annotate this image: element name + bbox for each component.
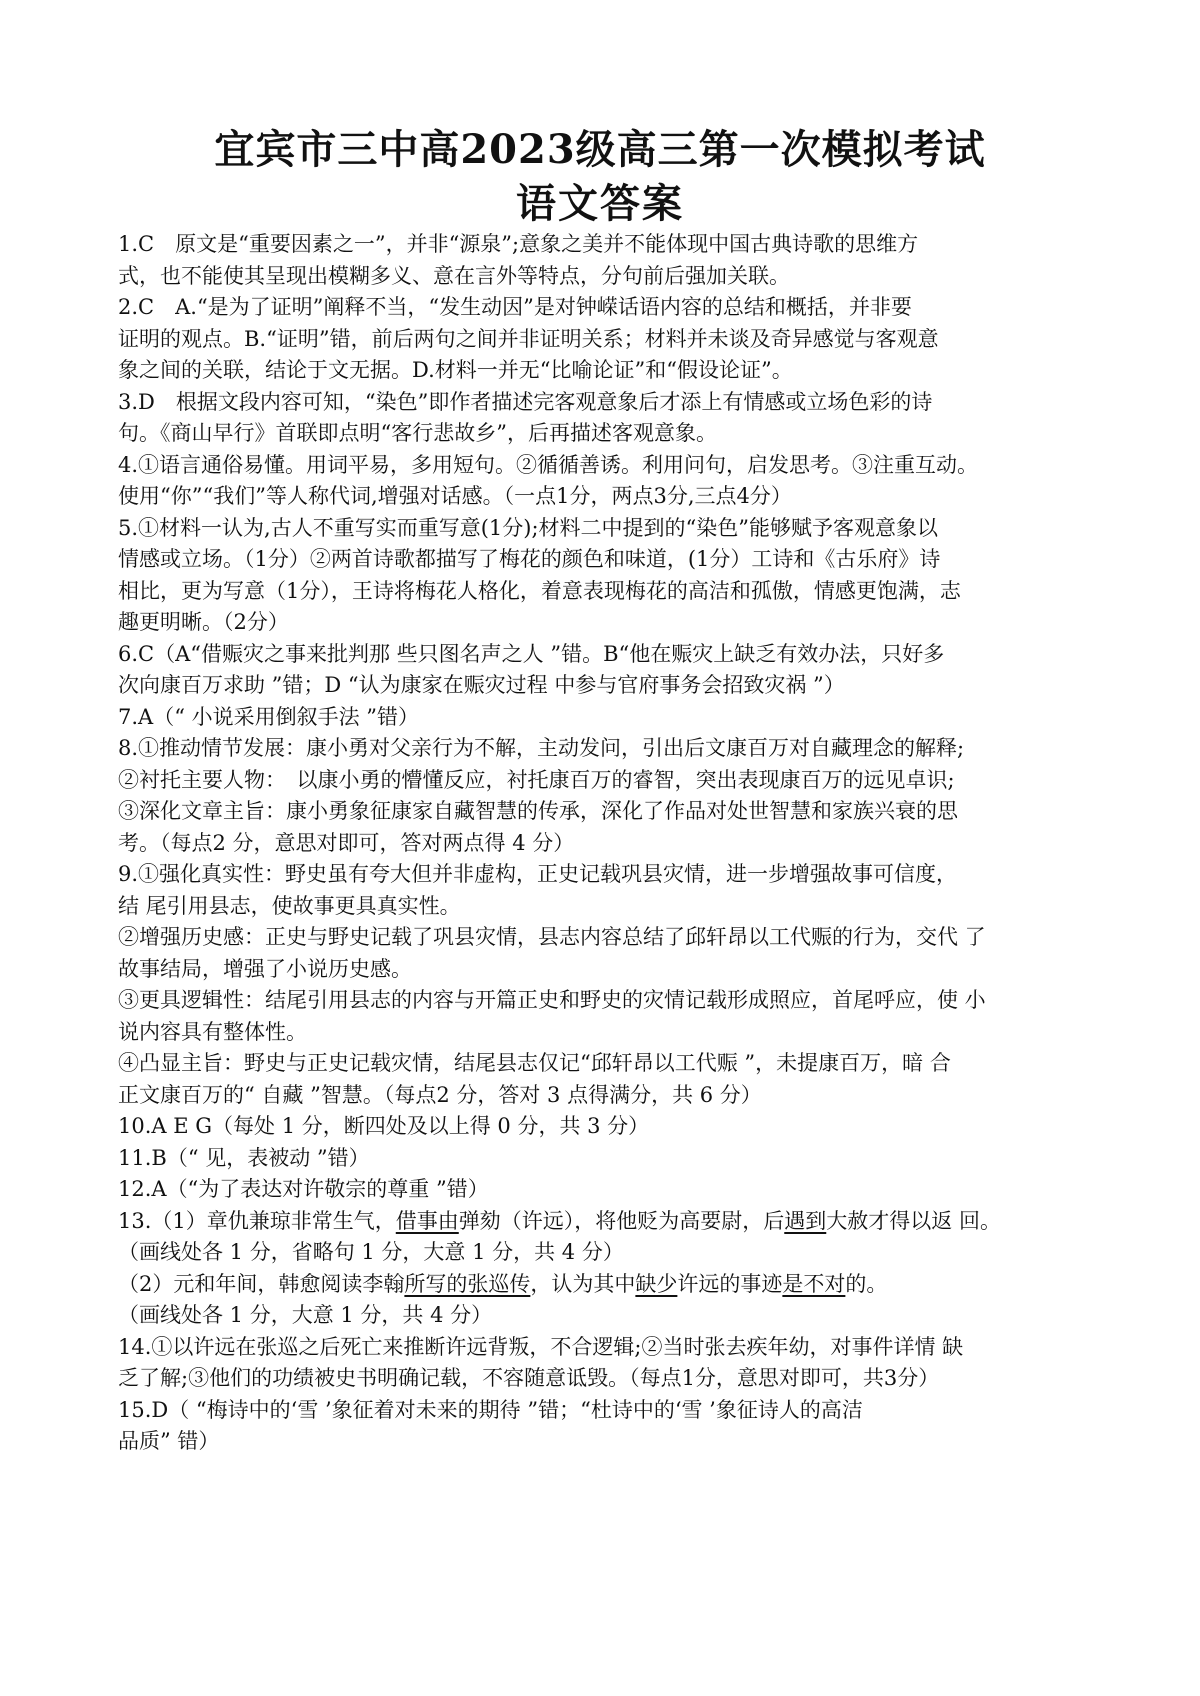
answer-line: 12.A（“为了表达对许敬宗的尊重 ”错） <box>118 1177 489 1201</box>
q13-line-4: （画线处各 1 分，大意 1 分，共 4 分） <box>118 1303 493 1327</box>
document-title: 宜宾市三中高2023级高三第一次模拟考试 <box>214 126 986 173</box>
answer-line: 品质” 错） <box>118 1429 220 1453</box>
q13-line-3 <box>118 1269 1090 1301</box>
answer-line: 11.B（“ 见，表被动 ”错） <box>118 1145 370 1170</box>
answer-line: 3.D 根据文段内容可知，“染色”即作者描述完客观意象后才添上有情感或立场色彩的诗 <box>118 389 933 414</box>
q13-text: 许远的事迹 <box>677 1271 783 1296</box>
q13-text: 弹劾（许远），将他贬为高要尉，后 <box>458 1208 785 1233</box>
answer-line: 情感或立场。（1分）②两首诗歌都描写了梅花的颜色和味道，(1分）工诗和《古乐府》诗 <box>118 547 941 571</box>
q13-underlined: 所写的张巡传 <box>404 1271 531 1296</box>
q13-underlined: 遇到 <box>784 1208 827 1233</box>
answer-line: 8.①推动情节发展：康小勇对父亲行为不解，主动发问，引出后文康百万对自藏理念的解释; <box>118 736 965 760</box>
q13-underlined: 是不对 <box>782 1271 846 1296</box>
answer-line: 象之间的关联，结论于文无据。D.材料一并无“比喻论证”和“假设论证”。 <box>118 358 793 382</box>
answer-line: 15.D（ “梅诗中的‘雪 ’象征着对未来的期待 ”错；“杜诗中的‘雪 ’象征诗人的高洁 <box>118 1397 863 1422</box>
answer-line: 10.A E G（每处 1 分，断四处及以上得 0 分，共 3 分） <box>118 1114 650 1138</box>
q13-text: ，认为其中 <box>530 1271 636 1296</box>
answer-line: 趣更明晰。（2分） <box>118 610 289 634</box>
answer-line: 相比，更为写意（1分），王诗将梅花人格化，着意表现梅花的高洁和孤傲，情感更饱满，志 <box>118 578 961 603</box>
answer-line: 说内容具有整体性。 <box>118 1019 307 1044</box>
answer-line: 使用“你”“我们”等人称代词,增强对话感。（一点1分，两点3分,三点4分） <box>118 484 792 508</box>
q13-line-1 <box>118 1206 1090 1238</box>
answer-line: 7.A（“ 小说采用倒叙手法 ”错） <box>118 704 420 729</box>
answer-line: 结 尾引用县志，使故事更具真实性。 <box>118 893 461 918</box>
q13-text: 13.（1）章仇兼琼非常生气， <box>118 1208 396 1233</box>
answer-line: 6.C（A“借赈灾之事来批判那 些只图名声之人 ”错。B“他在赈灾上缺乏有效办法，只好多 <box>118 641 945 666</box>
answer-line: ②衬托主要人物： 以康小勇的懵懂反应，衬托康百万的睿智，突出表现康百万的远见卓识; <box>118 767 955 792</box>
answer-line: 正文康百万的“ 自藏 ”智慧。（每点2 分，答对 3 点得满分，共 6 分） <box>118 1082 762 1107</box>
q13-underlined: 缺少 <box>635 1271 678 1296</box>
document-subtitle: 语文答案 <box>516 180 684 227</box>
answer-line: 句。《商山早行》首联即点明“客行悲故乡”，后再描述客观意象。 <box>118 421 717 445</box>
q13-text: 的。 <box>845 1271 888 1296</box>
answer-line: 5.①材料一认为,古人不重写实而重写意(1分);材料二中提到的“染色”能够赋予客观意象以 <box>118 515 939 540</box>
answer-line: 1.C 原文是“重要因素之一”，并非“源泉”;意象之美并不能体现中国古典诗歌的思维方 <box>118 232 919 256</box>
answer-body <box>118 229 1090 1458</box>
q13-line-2: （画线处各 1 分，省略句 1 分，大意 1 分，共 4 分） <box>118 1240 624 1264</box>
answer-line: 14.①以许远在张巡之后死亡来推断许远背叛，不合逻辑;②当时张去疾年幼，对事件详情 缺 <box>118 1334 964 1359</box>
answer-line: 次向康百万求助 ”错；D “认为康家在赈灾过程 中参与官府事务会招致灾祸 ”） <box>118 673 845 697</box>
answer-line: 2.C A.“是为了证明”阐释不当，“发生动因”是对钟嵘话语内容的总结和概括，并非要 <box>118 295 912 319</box>
q13-text: 大赦才得以返 回。 <box>826 1208 1001 1233</box>
answer-line: 4.①语言通俗易懂。用词平易，多用短句。②循循善诱。利用问句，启发思考。③注重互动。 <box>118 452 979 477</box>
q13-underlined: 借事由 <box>395 1208 459 1233</box>
answer-line: 故事结局，增强了小说历史感。 <box>118 956 412 981</box>
answer-line: 考。（每点2 分，意思对即可，答对两点得 4 分） <box>118 830 575 855</box>
answer-line: 证明的观点。B.“证明”错，前后两句之间并非证明关系；材料并未谈及奇异感觉与客观意 <box>118 326 939 351</box>
answer-line: ③深化文章主旨：康小勇象征康家自藏智慧的传承，深化了作品对处世智慧和家族兴衰的思 <box>118 799 958 823</box>
q13-text: （2）元和年间，韩愈阅读李翰 <box>118 1271 405 1296</box>
answer-line: 式，也不能使其呈现出模糊多义、意在言外等特点，分句前后强加关联。 <box>118 263 790 288</box>
answer-line: ②增强历史感：正史与野史记载了巩县灾情，县志内容总结了邱轩昂以工代赈的行为，交代 了 <box>118 925 986 949</box>
answer-line: 9.①强化真实性：野史虽有夸大但并非虚构，正史记载巩县灾情，进一步增强故事可信度， <box>118 862 958 886</box>
answer-line: ④凸显主旨：野史与正史记载灾情，结尾县志仅记“邱轩昂以工代赈 ”，未提康百万，暗 合 <box>118 1051 951 1075</box>
answer-line: ③更具逻辑性：结尾引用县志的内容与开篇正史和野史的灾情记载形成照应，首尾呼应，使 小 <box>118 988 986 1012</box>
answer-line: 乏了解;③他们的功绩被史书明确记载，不容随意诋毁。（每点1分，意思对即可，共3分） <box>118 1366 940 1390</box>
